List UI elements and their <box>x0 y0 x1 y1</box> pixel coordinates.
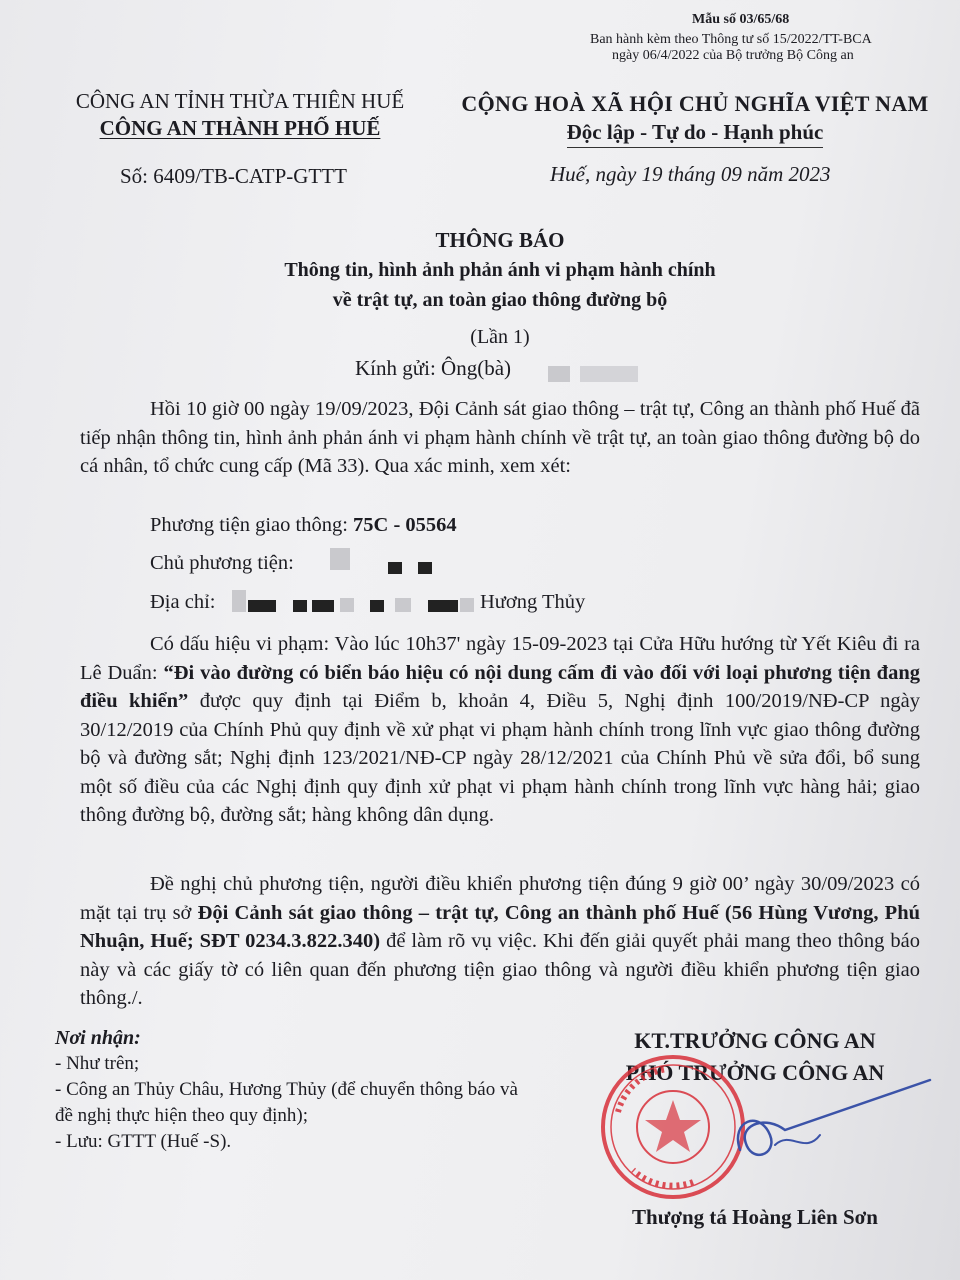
vehicle-label: Phương tiện giao thông: <box>150 514 348 536</box>
document-title <box>0 225 960 355</box>
address-district: Hương Thủy <box>480 591 586 613</box>
redaction-block <box>418 562 432 574</box>
handwritten-signature-icon <box>690 1060 940 1190</box>
license-plate: 75C - 05564 <box>353 514 457 536</box>
place-and-date: Huế, ngày 19 tháng 09 năm 2023 <box>550 162 831 186</box>
title-subtitle-2: về trật tự, an toàn giao thông đường bộ <box>332 289 668 311</box>
redaction-block <box>312 600 334 612</box>
signer-name: Thượng tá Hoàng Liên Sơn <box>632 1205 878 1229</box>
signature-title-line-1: KT.TRƯỞNG CÔNG AN <box>634 1028 876 1053</box>
issuing-agency <box>40 88 440 142</box>
violation-description: “Đi vào đường có biển báo hiệu có nội dung cấm đi vào đối với loại phương tiện đang điều khiển” <box>80 661 920 712</box>
notice-round: (Lần 1) <box>470 326 530 348</box>
redaction-block <box>370 600 384 612</box>
owner-label: Chủ phương tiện: <box>150 552 294 574</box>
request-lead: Đề nghị chủ phương tiện, người điều khiển phương tiện đúng 9 giờ 00’ ngày 30/09/2023 có mặt tại trụ sở <box>80 873 920 924</box>
intro-paragraph: Hồi 10 giờ 00 ngày 19/09/2023, Đội Cảnh sát giao thông – trật tự, Công an thành phố Huế đã tiếp nhận thông tin, hình ảnh phản ánh vi phạm hành chính về trật tự, an toàn giao thông đường bộ do cá nhân, tổ chức cung cấp (Mã 33). Qua xác minh, xem xét: <box>80 398 920 477</box>
request-location: Đội Cảnh sát giao thông – trật tự, Công an thành phố Huế (56 Hùng Vương, Phú Nhuận, Huế; SĐT 0234.3.822.340) <box>80 901 920 952</box>
redaction-block <box>388 562 402 574</box>
recipients-header: Nơi nhận: <box>55 1027 141 1049</box>
address-label: Địa chỉ: <box>150 591 216 613</box>
greeting: Kính gửi: Ông(bà) <box>355 356 512 380</box>
recipient-item: - Lưu: GTTT (Huế -S). <box>55 1131 232 1152</box>
redaction-block <box>248 600 276 612</box>
agency-name: CÔNG AN THÀNH PHỐ HUẾ <box>99 116 381 140</box>
recipient-item: - Công an Thủy Châu, Hương Thủy (để chuyển thông báo và đề nghị thực hiện theo quy định); <box>55 1079 518 1126</box>
request-paragraph <box>80 870 920 1013</box>
request-instructions: để làm rõ vụ việc. Khi đến giải quyết phải mang theo thông báo này và các giấy tờ có liên quan đến phương tiện giao thông và người điều khiển phương tiện giao thông./. <box>80 930 920 1009</box>
title-subtitle-1: Thông tin, hình ảnh phản ánh vi phạm hành chính <box>284 259 716 281</box>
redaction-block <box>428 600 458 612</box>
violation-legal-basis: được quy định tại Điểm b, khoản 4, Điều 5, Nghị định 100/2019/NĐ-CP ngày 30/12/2019 của Chính Phủ quy định về xử phạt vi phạm hành chính trong lĩnh vực giao thông đường bộ và đường sắt; Nghị định 123/2021/NĐ-CP ngày 28/12/2021 của Chính Phủ về sửa đổi, bổ sung một số điều của các Nghị định quy định xử phạt vi phạm hành chính trong lĩnh vực hàng hải; giao thông đường bộ, đường sắt; hàng không dân dụng. <box>80 690 920 826</box>
redaction-block <box>460 598 474 612</box>
form-code: Mẫu số 03/65/68 <box>692 12 790 27</box>
title-main: THÔNG BÁO <box>435 228 565 252</box>
parent-agency: CÔNG AN TỈNH THỪA THIÊN HUẾ <box>75 89 405 113</box>
redaction-block <box>330 548 350 570</box>
redaction-block <box>580 366 638 382</box>
redaction-block <box>232 590 246 612</box>
recipients-block <box>55 1025 535 1155</box>
redaction-block <box>340 598 354 612</box>
violation-lead: Có dấu hiệu vi phạm: Vào lúc 10h37' ngày 15-09-2023 tại Cửa Hữu hướng từ Yết Kiêu đi ra Lê Duẩn: <box>80 633 920 684</box>
owner-line <box>150 552 294 575</box>
document-number: Số: 6409/TB-CATP-GTTT <box>120 164 347 188</box>
address-line <box>150 591 215 614</box>
violation-paragraph <box>80 630 920 830</box>
national-motto: Độc lập - Tự do - Hạnh phúc <box>567 118 824 148</box>
redaction-block <box>548 366 570 382</box>
national-header <box>450 90 940 148</box>
redaction-block <box>395 598 411 612</box>
vehicle-line <box>150 514 457 537</box>
form-reference-line-2: ngày 06/4/2022 của Bộ trưởng Bộ Công an <box>612 48 854 63</box>
form-reference-line-1: Ban hành kèm theo Thông tư số 15/2022/TT-BCA <box>590 32 872 47</box>
signature-title-line-2: PHÓ TRƯỞNG CÔNG AN <box>625 1060 885 1085</box>
nation-name: CỘNG HOÀ XÃ HỘI CHỦ NGHĨA VIỆT NAM <box>461 91 929 116</box>
redaction-block <box>293 600 307 612</box>
recipient-item: - Như trên; <box>55 1053 140 1074</box>
